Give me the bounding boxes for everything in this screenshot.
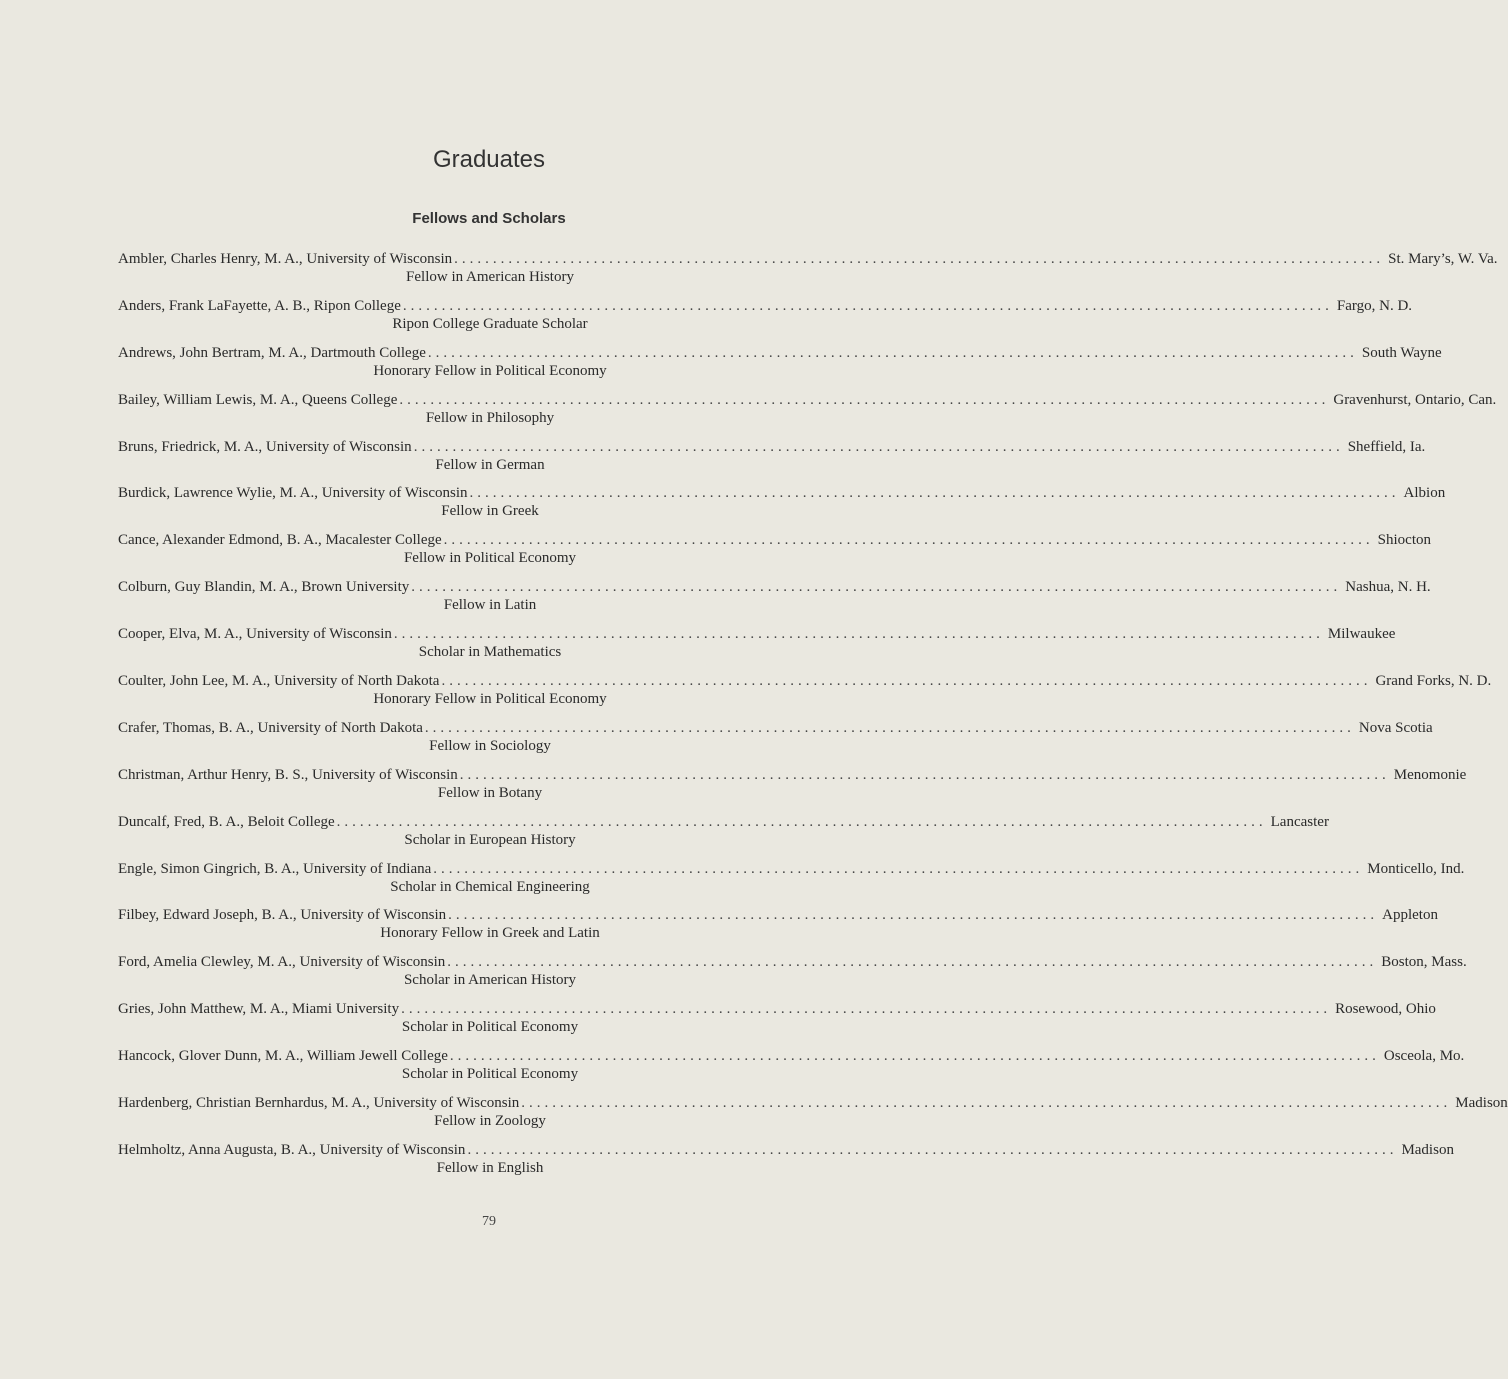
dot-leader: ........................................................................................................................ [393, 626, 1324, 643]
entry-role: Fellow in American History [406, 269, 574, 285]
entry-line [118, 344, 1442, 362]
dot-leader: ........................................................................................................................ [401, 1001, 1332, 1018]
entry-place: Madison [1455, 1095, 1508, 1112]
entry-line [118, 1094, 1508, 1112]
entry-place: Boston, Mass. [1381, 954, 1467, 971]
entry-role: Fellow in Greek [441, 503, 539, 520]
list-item [118, 906, 1438, 953]
entry-role: Fellow in Philosophy [425, 409, 555, 426]
entry-place: Appleton [1382, 907, 1438, 924]
entry-name: Ambler, Charles Henry, M. A., University of Wisconsin [118, 251, 453, 267]
entry-line [118, 438, 1426, 456]
entry-place: Milwaukee [1327, 626, 1396, 643]
entry-line [118, 672, 1492, 690]
entry-role: Honorary Fellow in Political Economy [373, 691, 607, 708]
dot-leader: ........................................................................................................................ [521, 1095, 1452, 1112]
dot-leader: ........................................................................................................................ [467, 1141, 1398, 1158]
entry-name: Hardenberg, Christian Bernhardus, M. A., University of Wisconsin [118, 1095, 520, 1112]
entry-line [118, 1141, 1454, 1159]
entry-line [118, 250, 1498, 268]
entry-place: Osceola, Mo. [1383, 1048, 1465, 1065]
entry-line [118, 297, 1413, 315]
dot-leader: ........................................................................................................................ [448, 907, 1379, 924]
entry-place: Rosewood, Ohio [1335, 1001, 1436, 1018]
list-item [118, 391, 1497, 438]
entry-line [118, 906, 1438, 924]
list-item [118, 531, 1432, 578]
entry-role: Ripon College Graduate Scholar [392, 315, 588, 332]
entry-role: Honorary Fellow in Greek and Latin [380, 925, 600, 942]
list-item [118, 1094, 1508, 1141]
entry-place: Fargo, N. D. [1336, 297, 1413, 314]
dot-leader: ........................................................................................................................ [411, 579, 1342, 596]
entry-role: Fellow in Political Economy [403, 550, 577, 567]
entry-line [118, 813, 1329, 831]
dot-leader: ........................................................................................................................ [459, 766, 1390, 783]
entry-name: Bruns, Friedrick, M. A., University of Wisconsin [118, 438, 412, 455]
entry-place: Shiocton [1377, 532, 1432, 549]
entry-place: Gravenhurst, Ontario, Can. [1333, 391, 1497, 408]
list-item [118, 766, 1467, 813]
entry-name: Duncalf, Fred, B. A., Beloit College [118, 813, 335, 830]
entry-line [118, 1000, 1436, 1018]
entry-line [118, 391, 1497, 409]
list-item [118, 953, 1467, 1000]
entry-name: Coulter, John Lee, M. A., University of North Dakota [118, 673, 440, 690]
entry-place: Lancaster [1270, 813, 1329, 830]
entry-role: Scholar in Political Economy [401, 1019, 579, 1036]
entry-name: Gries, John Matthew, M. A., Miami University [118, 1001, 400, 1018]
entry-role: Fellow in Sociology [429, 737, 551, 754]
dot-leader: ........................................................................................................................ [441, 673, 1372, 690]
list-item [118, 1141, 1454, 1188]
dot-leader: ........................................................................................................................ [447, 954, 1378, 971]
entry-line [118, 578, 1431, 596]
entry-line [118, 953, 1467, 971]
entry-place: Nashua, N. H. [1345, 579, 1431, 596]
entry-name: Ford, Amelia Clewley, M. A., University of Wisconsin [118, 954, 446, 971]
list-item [118, 860, 1465, 907]
entry-role: Scholar in Political Economy [401, 1066, 579, 1083]
entry-name: Burdick, Lawrence Wylie, M. A., University of Wisconsin [118, 485, 468, 502]
entry-name: Crafer, Thomas, B. A., University of North Dakota [118, 719, 423, 736]
entry-name: Engle, Simon Gingrich, B. A., University of Indiana [118, 860, 432, 877]
entry-name: Anders, Frank LaFayette, A. B., Ripon College [118, 297, 401, 314]
entry-name: Andrews, John Bertram, M. A., Dartmouth College [118, 344, 426, 361]
entry-role: Scholar in Chemical Engineering [390, 878, 590, 895]
entry-list [118, 250, 1508, 1188]
list-item [118, 672, 1492, 719]
list-item [118, 625, 1396, 672]
entry-name: Filbey, Edward Joseph, B. A., University of Wisconsin [118, 907, 447, 924]
dot-leader: ........................................................................................................................ [449, 1048, 1380, 1065]
entry-line [118, 625, 1396, 643]
dot-leader: ........................................................................................................................ [413, 438, 1344, 455]
entry-line [118, 531, 1432, 549]
entry-place: South Wayne [1361, 344, 1442, 361]
list-item [118, 719, 1433, 766]
entry-role: Scholar in European History [404, 831, 576, 848]
entry-place: Albion [1403, 485, 1446, 502]
entry-name: Hancock, Glover Dunn, M. A., William Jewell College [118, 1048, 448, 1065]
entry-name: Helmholtz, Anna Augusta, B. A., University of Wisconsin [118, 1141, 466, 1158]
entry-place: St. Mary’s, W. Va. [1388, 251, 1498, 267]
entry-line [118, 766, 1467, 784]
dot-leader: ........................................................................................................................ [433, 860, 1364, 877]
entry-role: Scholar in Mathematics [418, 644, 562, 661]
entry-role: Fellow in Botany [437, 784, 543, 801]
entry-place: Madison [1401, 1141, 1454, 1158]
entry-role: Fellow in Zoology [434, 1113, 546, 1130]
entry-role: Fellow in Latin [443, 597, 537, 614]
entry-line [118, 860, 1465, 878]
page-title: Graduates [432, 146, 546, 173]
entry-line [118, 484, 1446, 502]
dot-leader: ........................................................................................................................ [424, 719, 1355, 736]
list-item [118, 484, 1446, 531]
entry-line [118, 1047, 1465, 1065]
dot-leader: ........................................................................................................................ [454, 251, 1385, 267]
entry-name: Bailey, William Lewis, M. A., Queens College [118, 391, 398, 408]
list-item [118, 813, 1329, 860]
entry-place: Monticello, Ind. [1367, 860, 1465, 877]
list-item [118, 250, 1498, 297]
entry-name: Cance, Alexander Edmond, B. A., Macalester College [118, 532, 442, 549]
list-item [118, 438, 1426, 485]
entry-name: Cooper, Elva, M. A., University of Wisconsin [118, 626, 392, 643]
dot-leader: ........................................................................................................................ [402, 297, 1333, 314]
entry-role: Honorary Fellow in Political Economy [373, 362, 607, 379]
list-item [118, 578, 1431, 625]
entry-name: Colburn, Guy Blandin, M. A., Brown University [118, 579, 410, 596]
dot-leader: ........................................................................................................................ [399, 391, 1330, 408]
entry-place: Grand Forks, N. D. [1375, 673, 1492, 690]
list-item [118, 297, 1413, 344]
list-item [118, 1047, 1465, 1094]
entry-role: Fellow in German [435, 456, 545, 473]
entry-place: Sheffield, Ia. [1347, 438, 1426, 455]
list-item [118, 344, 1442, 391]
list-item [118, 1000, 1436, 1047]
section-title: Fellows and Scholars [412, 210, 566, 227]
entry-line [118, 719, 1433, 737]
dot-leader: ........................................................................................................................ [427, 344, 1358, 361]
dot-leader: ........................................................................................................................ [336, 813, 1267, 830]
dot-leader: ........................................................................................................................ [443, 532, 1374, 549]
entry-place: Nova Scotia [1358, 719, 1433, 736]
page-number: 79 [482, 1214, 496, 1229]
entry-role: Scholar in American History [403, 972, 577, 989]
entry-role: Fellow in English [436, 1159, 544, 1176]
dot-leader: ........................................................................................................................ [469, 485, 1400, 502]
entry-name: Christman, Arthur Henry, B. S., University of Wisconsin [118, 766, 458, 783]
entry-place: Menomonie [1393, 766, 1467, 783]
